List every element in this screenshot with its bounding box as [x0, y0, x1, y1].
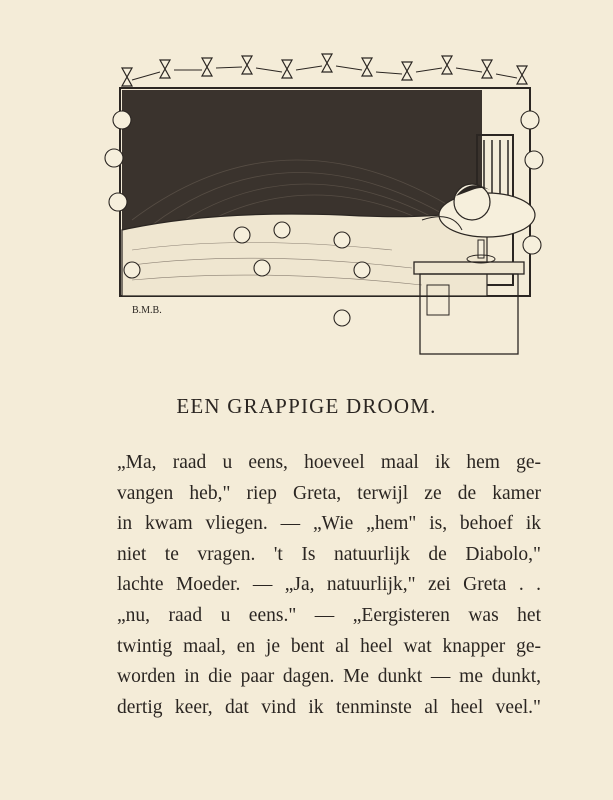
paragraph-line: in kwam vliegen. — „Wie „hem" is, behoef ik — [117, 513, 541, 535]
story-paragraph — [117, 448, 541, 723]
paragraph-line: twintig maal, en je bent al heel wat knapper ge- — [117, 635, 541, 657]
paragraph-line: „nu, raad u eens." — „Eergisteren was het — [117, 604, 541, 626]
paragraph-line: dertig keer, dat vind ik tenminste al heel veel." — [117, 696, 541, 718]
paragraph-line: worden in die paar dagen. Me dunkt — me dunkt, — [117, 666, 541, 688]
illustration-signature: B.M.B. — [132, 305, 162, 316]
paragraph-line: niet te vragen. 't Is natuurlijk de Diabolo," — [117, 543, 541, 565]
sleeping-girl-illustration-icon — [92, 40, 554, 360]
paragraph-line: lachte Moeder. — „Ja, natuurlijk," zei Greta . . — [117, 574, 541, 596]
paragraph-line: vangen heb," riep Greta, terwijl ze de kamer — [117, 482, 541, 504]
chapter-title: EEN GRAPPIGE DROOM. — [176, 394, 437, 418]
paragraph-line: „Ma, raad u eens, hoeveel maal ik hem ge- — [117, 452, 541, 473]
